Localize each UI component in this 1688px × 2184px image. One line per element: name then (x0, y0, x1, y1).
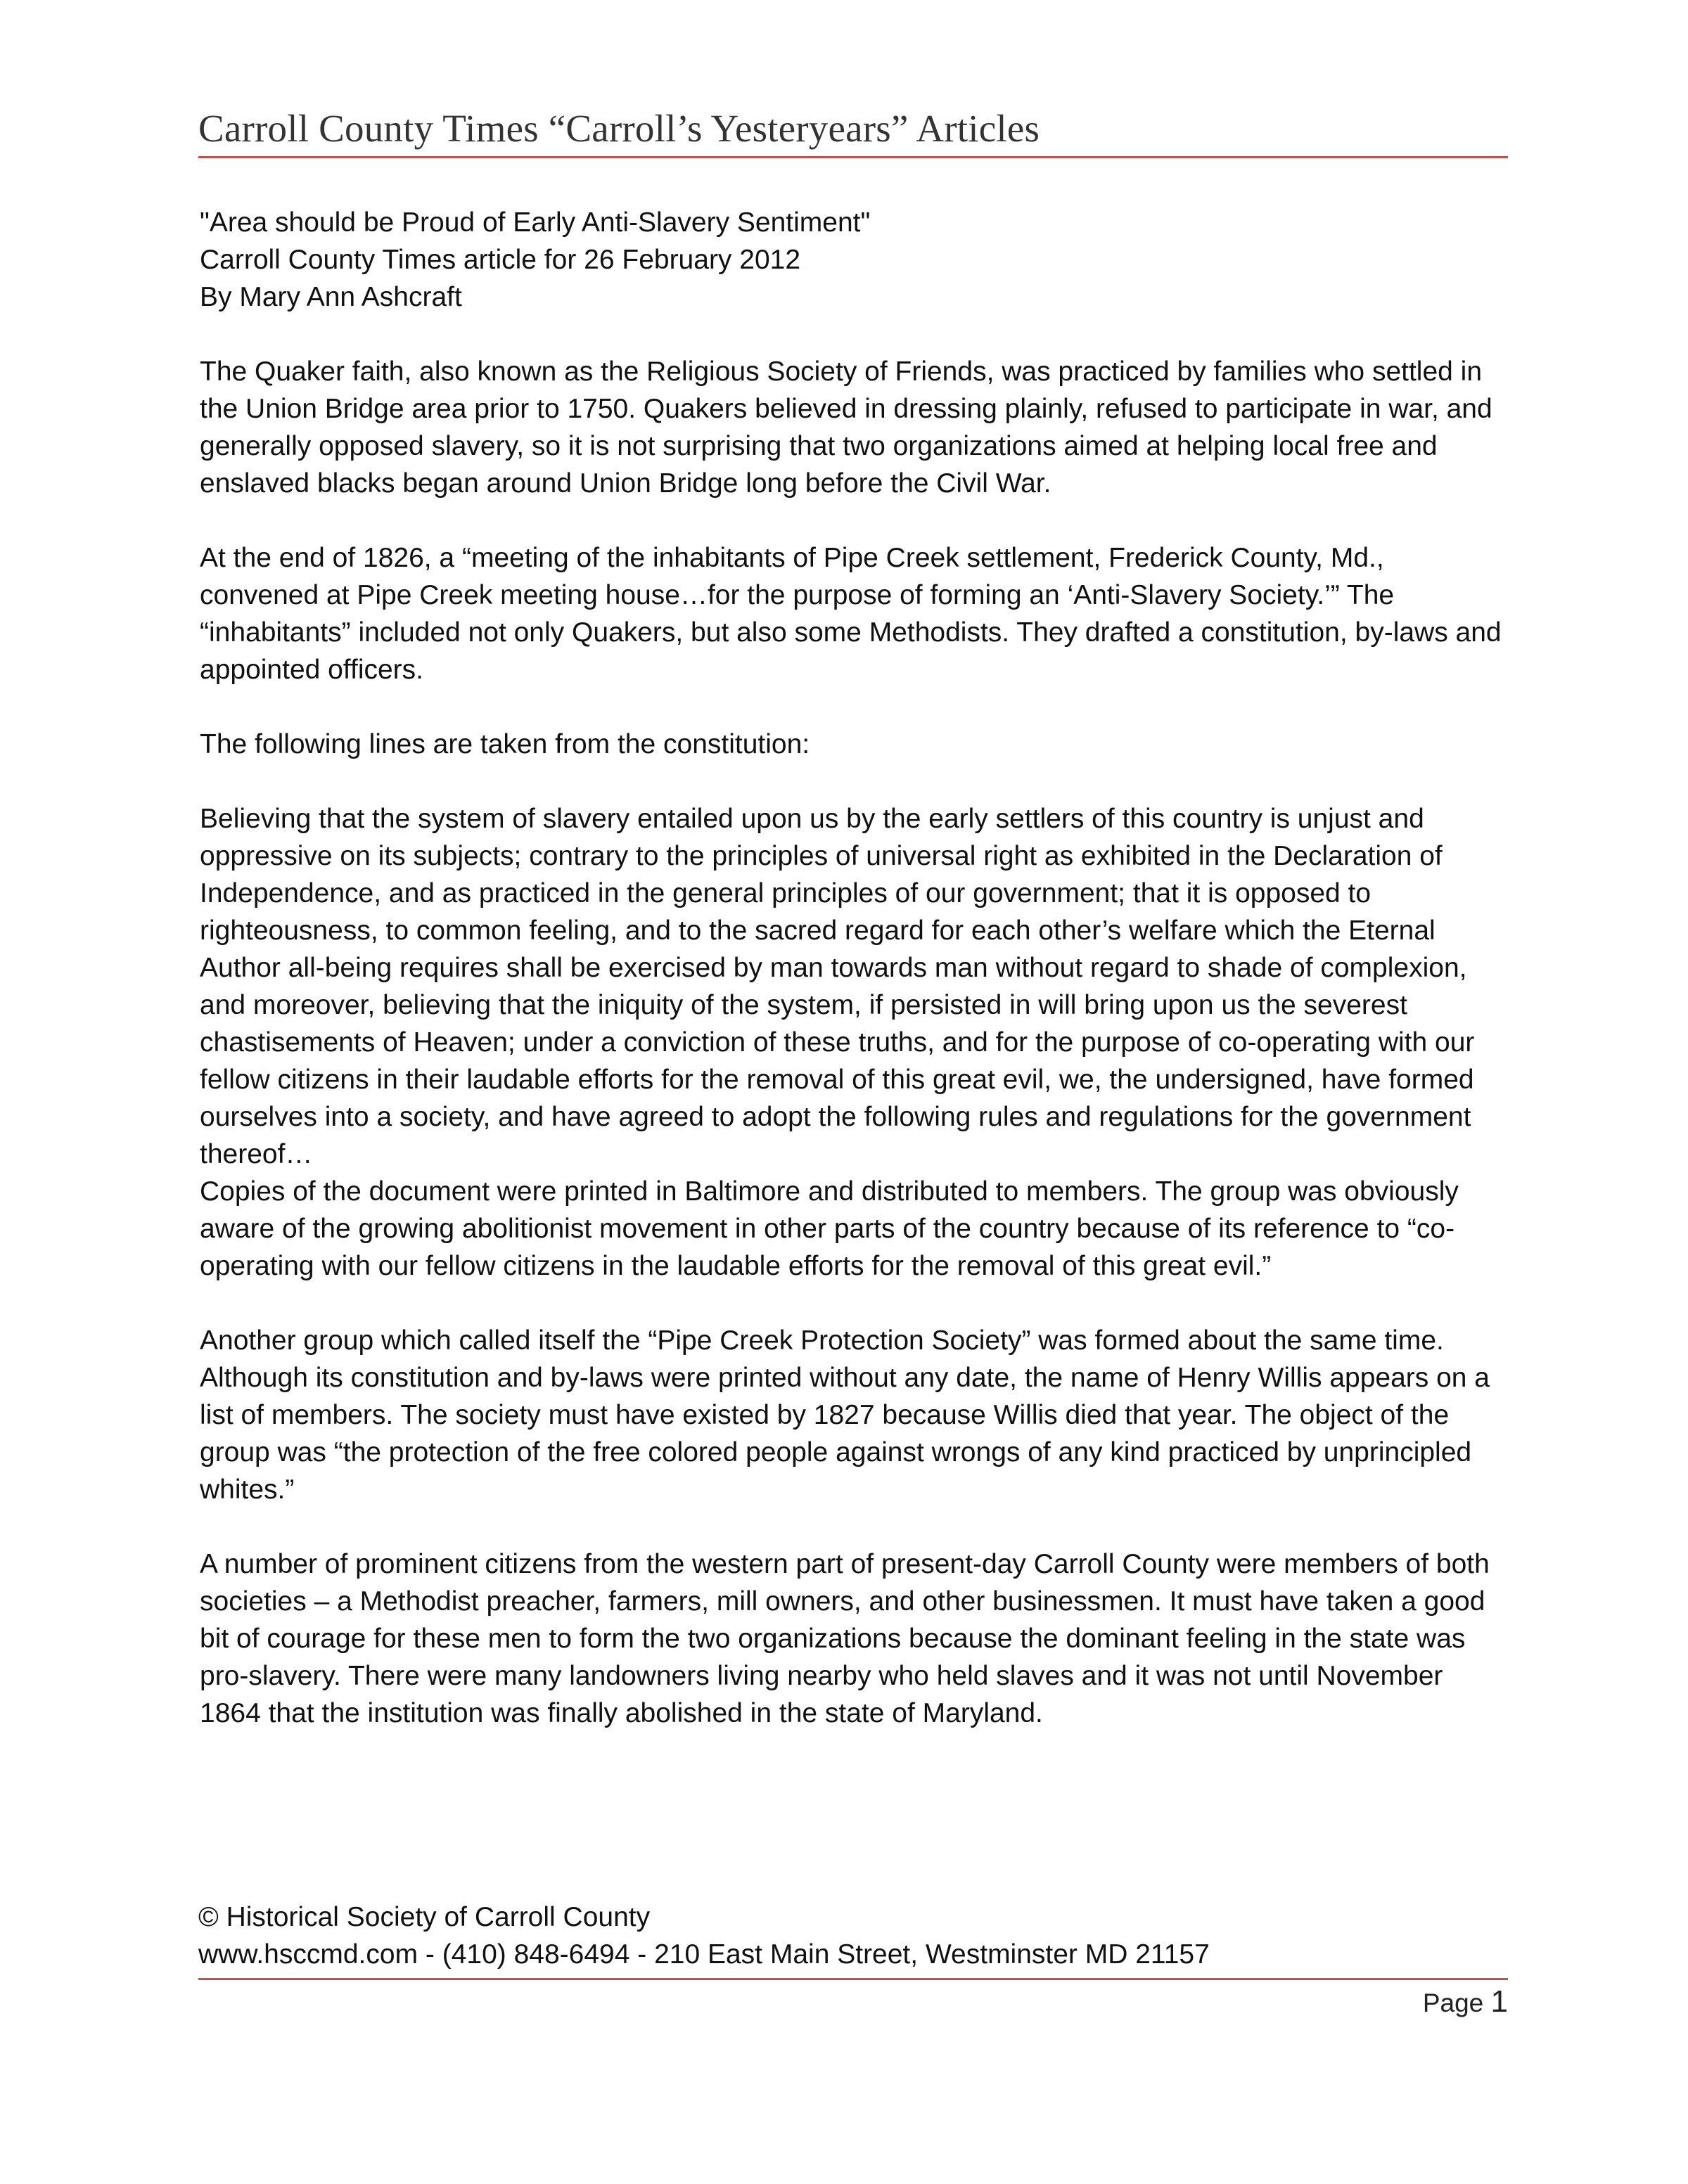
page-number-value: 1 (1490, 1984, 1508, 2019)
paragraph-meeting-1826: At the end of 1826, a “meeting of the inhabitants of Pipe Creek settlement, Frederick County, Md., convened at Pipe Creek meeting house…for the purpose of forming an ‘Anti-Slavery Society.’” The “inhabitants” included not only Quakers, but also some Methodists. They drafted a constitution, by-laws and appointed officers. (200, 543, 1502, 685)
article-dateline: Carroll County Times article for 26 February 2012 (200, 245, 801, 275)
page-number (1423, 1984, 1508, 2019)
paragraph-copies-printed: Copies of the document were printed in Baltimore and distributed to members. The group was obviously aware of the growing abolitionist movement in other parts of the country because of its reference to “co-operating with our fellow citizens in the laudable efforts for the removal of this great evil.” (200, 1176, 1459, 1281)
footer-divider (198, 1978, 1508, 1980)
header-title: Carroll County Times “Carroll’s Yesteryears” Articles (198, 107, 1040, 150)
footer-copyright: © Historical Society of Carroll County (198, 1902, 651, 1932)
spacer (200, 688, 1508, 726)
paragraph-quaker-faith: The Quaker faith, also known as the Religious Society of Friends, was practiced by families who settled in the Union Bridge area prior to 1750. Quakers believed in dressing plainly, refused to participate in war, and generally opposed slavery, so it is not surprising that two organizations aimed at helping local free and enslaved blacks began around Union Bridge long before the Civil War. (200, 356, 1492, 499)
footer-contact: www.hsccmd.com - (410) 848-6494 - 210 East Main Street, Westminster MD 21157 (198, 1939, 1210, 1970)
article-body (200, 204, 1508, 1732)
spacer (200, 1285, 1508, 1322)
article-byline: By Mary Ann Ashcraft (200, 282, 462, 312)
spacer (200, 316, 1508, 353)
paragraph-prominent-citizens: A number of prominent citizens from the western part of present-day Carroll County were members of both societies – a Methodist preacher, farmers, mill owners, and other businessmen. It must have taken a good bit of courage for these men to form the two organizations because the dominant feeling in the state was pro-slavery. There were many landowners living nearby who held slaves and it was not until November 1864 that the institution was finally abolished in the state of Maryland. (200, 1549, 1490, 1728)
spacer (200, 502, 1508, 539)
page-label: Page (1422, 1989, 1484, 2017)
paragraph-constitution-intro: The following lines are taken from the constitution: (200, 729, 810, 759)
paragraph-protection-society: Another group which called itself the “Pipe Creek Protection Society” was formed about the same time. Although its constitution and by-laws were printed without any date, the name of Henry Willis appears on a list of members. The society must have existed by 1827 because Willis died that year. The object of the group was “the protection of the free colored people against wrongs of any kind practiced by unprincipled whites.” (200, 1325, 1490, 1505)
paragraph-constitution-quote: Believing that the system of slavery entailed upon us by the early settlers of this country is unjust and oppressive on its subjects; contrary to the principles of universal right as exhibited in the Declaration of Independence, and as practiced in the general principles of our government; that it is opposed to righteousness, to common feeling, and to the sacred regard for each other’s welfare which the Eternal Author all-being requires shall be exercised by man towards man without regard to shade of complexion, and moreover, believing that the iniquity of the system, if persisted in will bring upon us the severest chastisements of Heaven; under a conviction of these truths, and for the purpose of co-operating with our fellow citizens in their laudable efforts for the removal of this great evil, we, the undersigned, have formed ourselves into a society, and have agreed to adopt the following rules and regulations for the government thereof… (200, 804, 1475, 1169)
page-header (198, 103, 1508, 158)
article-headline: "Area should be Proud of Early Anti-Slavery Sentiment" (200, 207, 871, 238)
spacer (200, 1508, 1508, 1546)
page-footer (198, 1899, 1508, 1973)
spacer (200, 763, 1508, 800)
